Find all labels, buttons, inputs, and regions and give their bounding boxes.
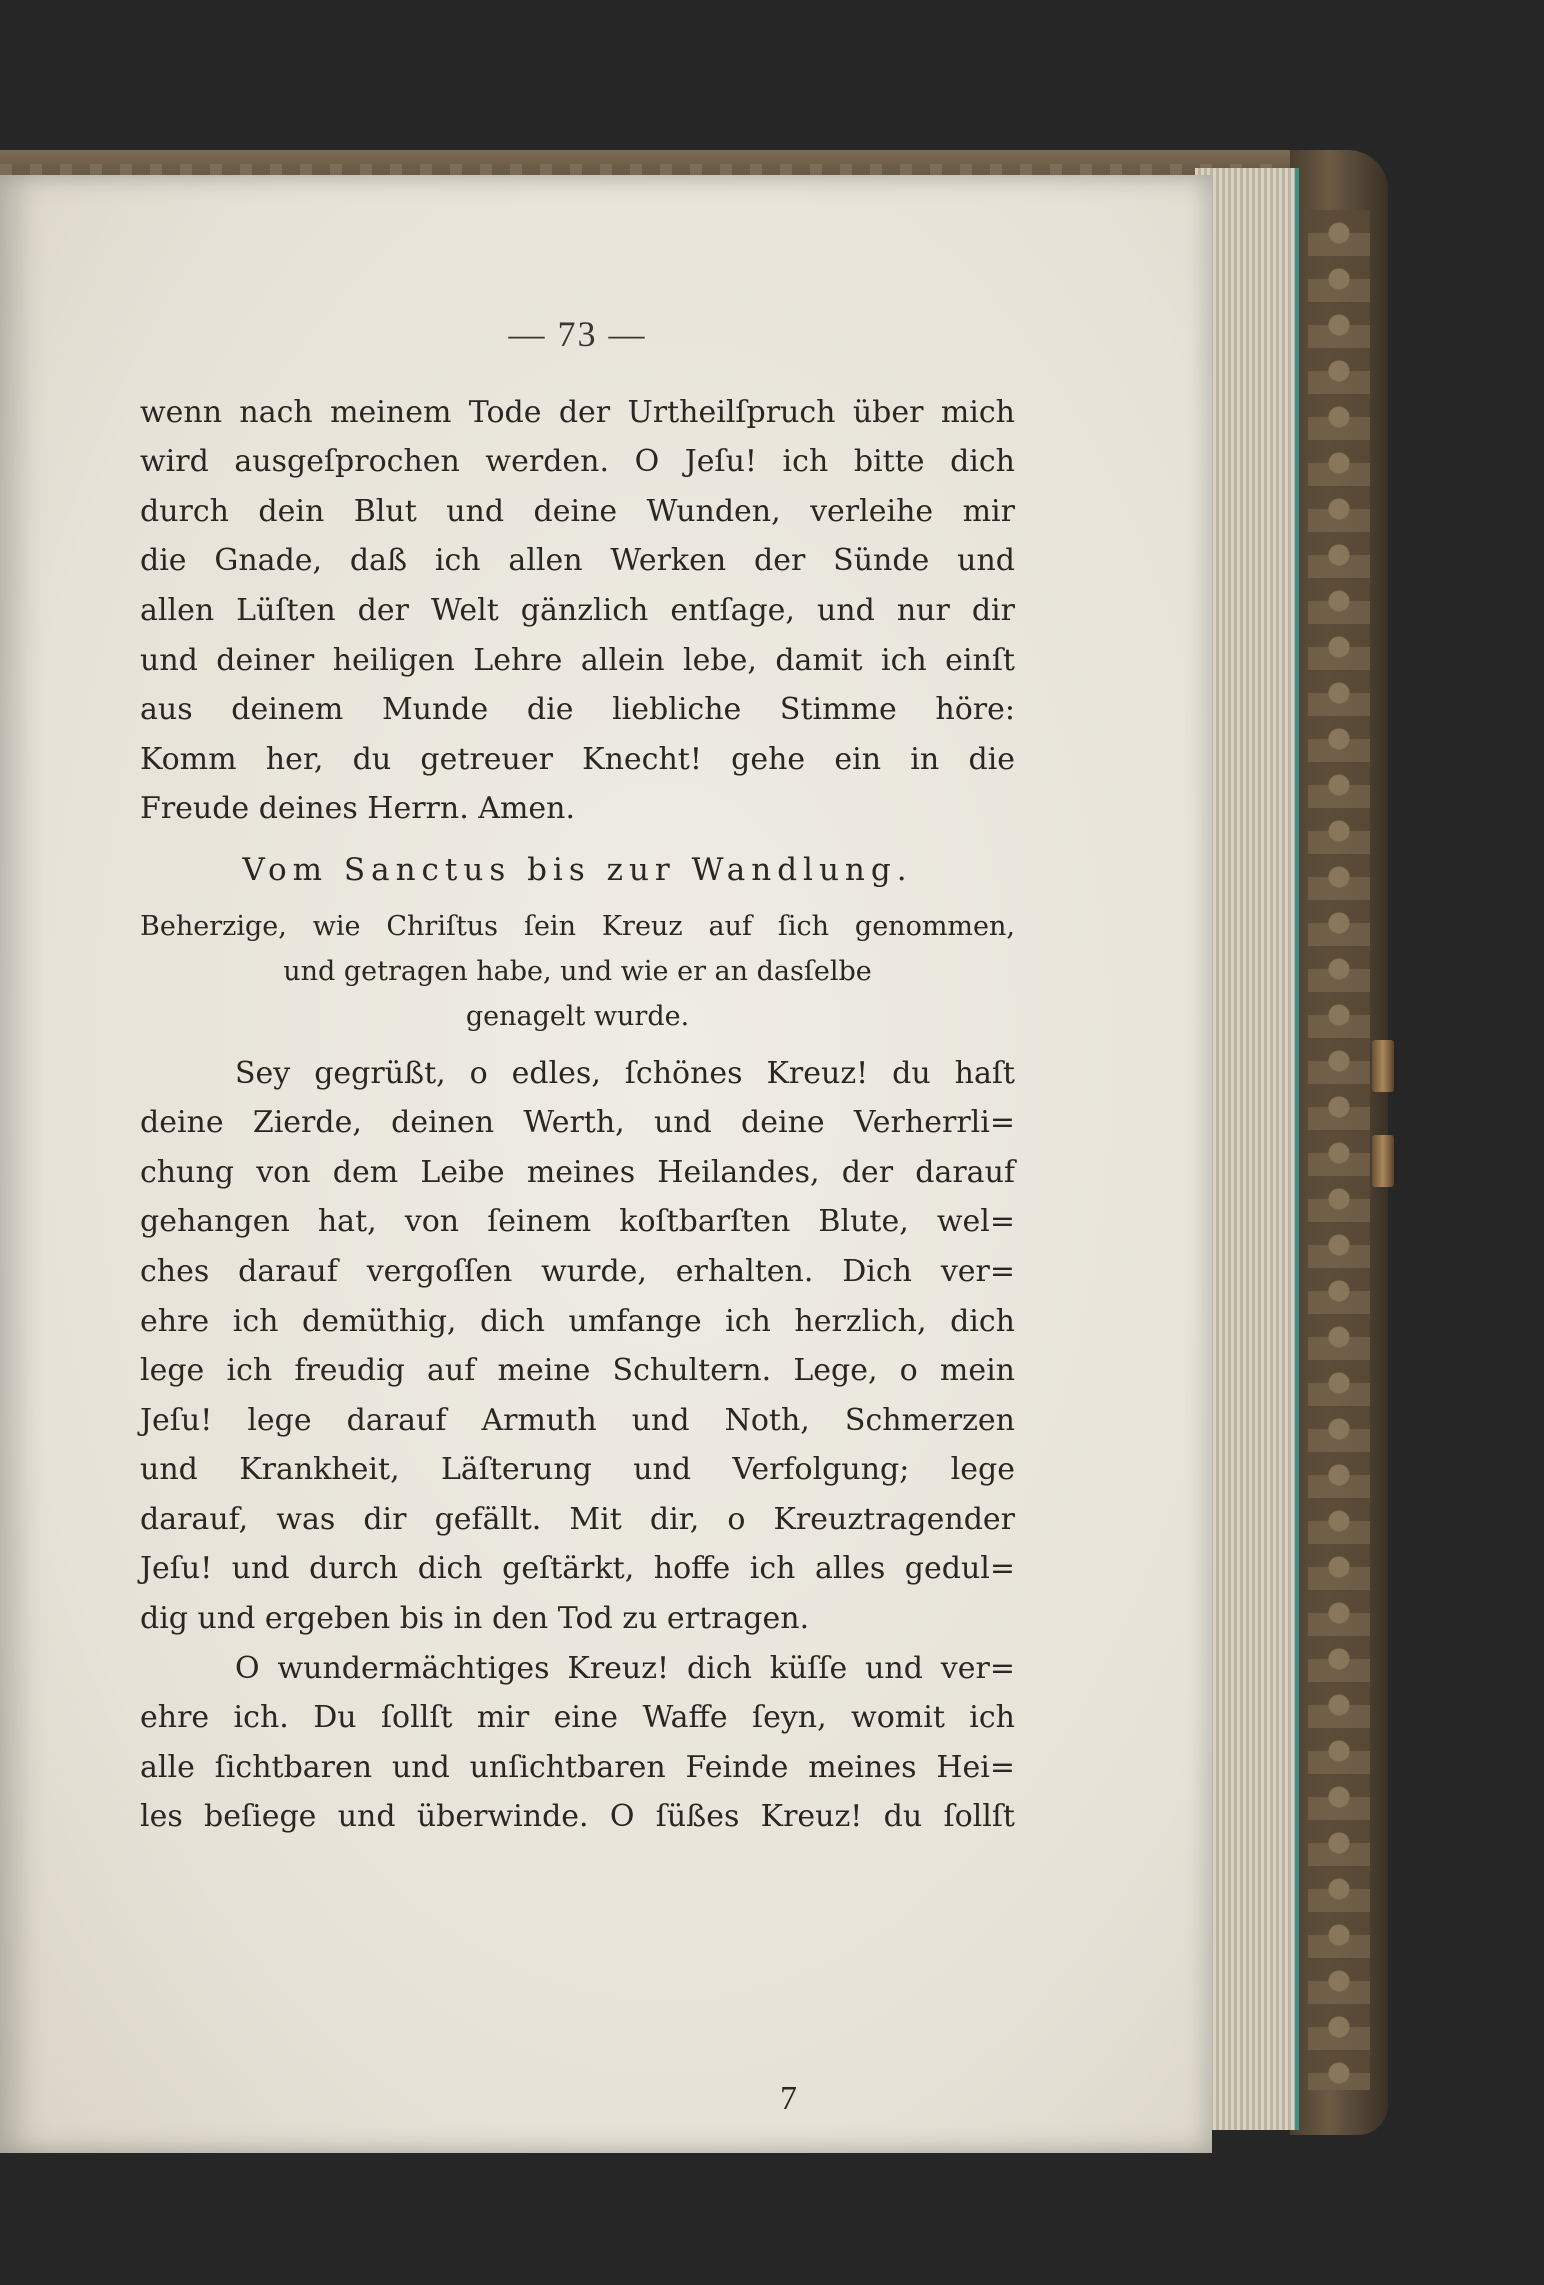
text-line: O wundermächtiges Kreuz! dich küſſe und ver= bbox=[235, 1650, 1015, 1686]
summary-line: und getragen habe, und wie er an dasſelbe bbox=[283, 955, 872, 987]
text-line: Jeſu! lege darauf Armuth und Noth, Schmerzen bbox=[140, 1402, 1015, 1438]
clasp-upper bbox=[1372, 1040, 1394, 1092]
text-line: ehre ich demüthig, dich umfange ich herzlich, dich bbox=[140, 1303, 1015, 1339]
text-line: ehre ich. Du ſollſt mir eine Waffe ſeyn, womit ich bbox=[140, 1700, 1015, 1736]
section-heading: Vom Sanctus bis zur Wandlung. bbox=[242, 851, 913, 888]
text-line: ches darauf vergoſſen wurde, erhalten. Dich ver= bbox=[140, 1253, 1015, 1289]
cover-ornament bbox=[1308, 210, 1370, 2090]
text-line: alle ſichtbaren und unſichtbaren Feinde meines Hei= bbox=[140, 1749, 1015, 1785]
paragraph-1 bbox=[140, 388, 1015, 834]
text-line: durch dein Blut und deine Wunden, verleihe mir bbox=[140, 493, 1015, 529]
signature-mark: 7 bbox=[780, 2080, 797, 2117]
text-line: wird ausgeſprochen werden. O Jeſu! ich bitte dich bbox=[140, 444, 1015, 480]
text-line: Sey gegrüßt, o edles, ſchönes Kreuz! du haſt bbox=[235, 1055, 1015, 1091]
book-page bbox=[0, 175, 1212, 2153]
page-text bbox=[140, 310, 1015, 1842]
text-line: les beſiege und überwinde. O ſüßes Kreuz! du ſollſt bbox=[140, 1799, 1015, 1835]
text-line: die Gnade, daß ich allen Werken der Sünde und bbox=[140, 543, 1015, 579]
summary-line: Beherzige, wie Chriſtus ſein Kreuz auf ſich genommen, bbox=[140, 910, 1015, 942]
text-line: und deiner heiligen Lehre allein lebe, damit ich einſt bbox=[140, 642, 1015, 678]
page-number: — 73 — bbox=[508, 314, 647, 354]
text-line: aus deinem Munde die liebliche Stimme höre: bbox=[140, 692, 1015, 728]
text-line: Jeſu! und durch dich geſtärkt, hoffe ich alles gedul= bbox=[140, 1551, 1015, 1587]
summary-line: genagelt wurde. bbox=[465, 1000, 690, 1032]
paragraph-2 bbox=[140, 1049, 1015, 1644]
text-line: gehangen hat, von ſeinem koſtbarſten Blute, wel= bbox=[140, 1204, 1015, 1240]
text-line: darauf, was dir gefällt. Mit dir, o Kreuztragender bbox=[140, 1501, 1015, 1537]
text-line: lege ich freudig auf meine Schultern. Lege, o mein bbox=[140, 1353, 1015, 1389]
section-summary bbox=[140, 904, 1015, 1039]
text-line: und Krankheit, Läſterung und Verfolgung; lege bbox=[140, 1452, 1015, 1488]
text-line: Freude deines Herrn. Amen. bbox=[140, 791, 575, 827]
text-line: allen Lüſten der Welt gänzlich entſage, und nur dir bbox=[140, 592, 1015, 628]
clasp-lower bbox=[1372, 1135, 1394, 1187]
text-line: wenn nach meinem Tode der Urtheilſpruch über mich bbox=[140, 394, 1015, 430]
text-line: chung von dem Leibe meines Heilandes, der darauf bbox=[140, 1154, 1015, 1190]
text-line: dig und ergeben bis in den Tod zu ertragen. bbox=[140, 1601, 810, 1637]
paragraph-3 bbox=[140, 1644, 1015, 1842]
text-line: Komm her, du getreuer Knecht! gehe ein in die bbox=[140, 741, 1015, 777]
text-line: deine Zierde, deinen Werth, und deine Verherrli= bbox=[140, 1105, 1015, 1141]
